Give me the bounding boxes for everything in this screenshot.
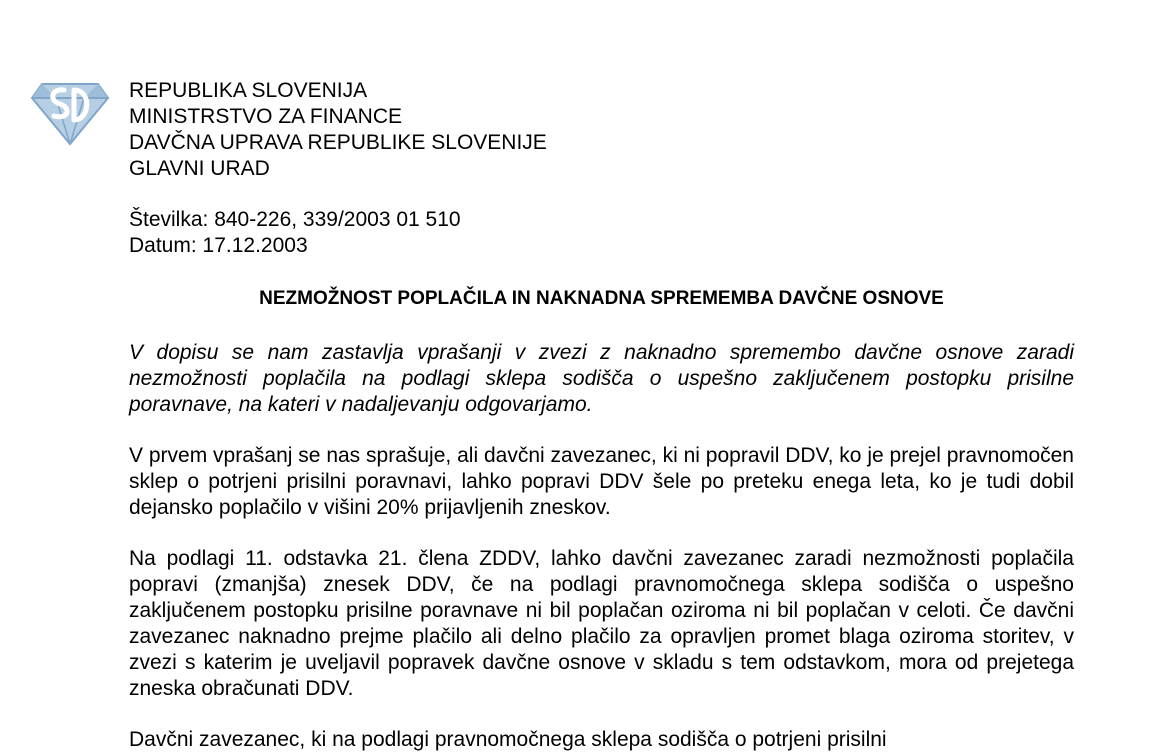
body-paragraph-3: Davčni zavezanec, ki na podlagi pravnomočnega sklepa sodišča o potrjeni prisilni bbox=[129, 728, 887, 751]
durs-logo-icon bbox=[28, 78, 112, 150]
header-line-tax-administration: DAVČNA UPRAVA REPUBLIKE SLOVENIJE bbox=[129, 131, 547, 154]
header-line-main-office: GLAVNI URAD bbox=[129, 157, 270, 180]
intro-paragraph: V dopisu se nam zastavlja vprašanji v zvezi z naknadno spremembo davčne osnove zaradi nezmožnosti poplačila na podlagi sklepa sodišča o uspešno zaključenem postopku prisilne poravnave, na kateri v nadaljevanju odgovarjamo. bbox=[129, 341, 1074, 416]
header-line-republic: REPUBLIKA SLOVENIJA bbox=[129, 79, 368, 102]
body-paragraph-2: Na podlagi 11. odstavka 21. člena ZDDV, lahko davčni zavezanec zaradi nezmožnosti poplačila popravi (zmanjša) znesek DDV, če na podlagi pravnomočnega sklepa sodišča o uspešno zaključenem postopku prisilne poravnave ni bil poplačan oziroma ni bil poplačan v celoti. Če davčni zavezanec naknadno prejme plačilo ali delno plačilo za opravljen promet blaga oziroma storitev, v zvezi s katerim je uveljavil popravek davčne osnove v skladu s tem odstavkom, mora od prejetega zneska obračunati DDV. bbox=[129, 547, 1074, 700]
document-number: Številka: 840-226, 339/2003 01 510 bbox=[129, 208, 461, 231]
document-title: NEZMOŽNOST POPLAČILA IN NAKNADNA SPREMEMBA DAVČNE OSNOVE bbox=[259, 288, 944, 309]
institution-header bbox=[129, 78, 547, 182]
body-paragraph-1: V prvem vprašanj se nas sprašuje, ali davčni zavezanec, ki ni popravil DDV, ko je prejel pravnomočen sklep o potrjeni prisilni poravnavi, lahko popravi DDV šele po preteku enega leta, ko je tudi dobil dejansko poplačilo v višini 20% prijavljenih zneskov. bbox=[129, 444, 1074, 519]
header-line-ministry: MINISTRSTVO ZA FINANCE bbox=[129, 105, 403, 128]
document-date: Datum: 17.12.2003 bbox=[129, 234, 308, 257]
document-meta bbox=[129, 207, 461, 259]
